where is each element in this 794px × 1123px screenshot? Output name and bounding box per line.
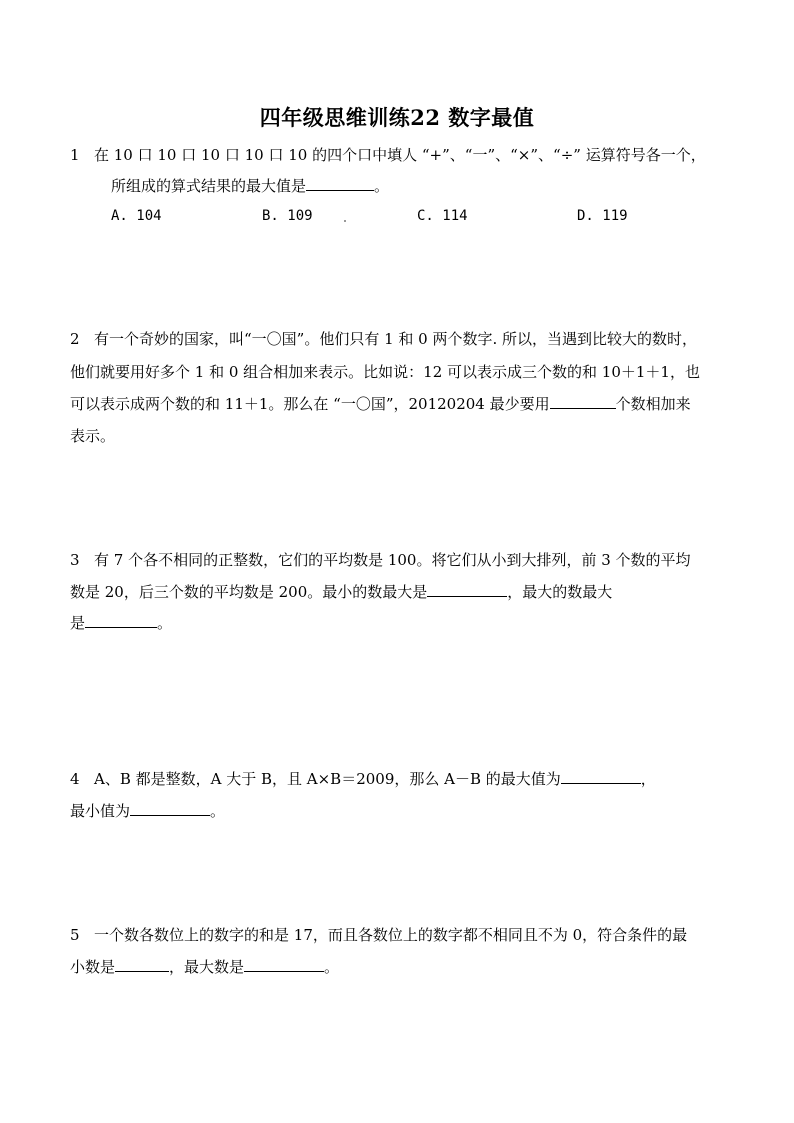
answer-blank[interactable] [306, 176, 374, 191]
question-text: ，最大的数最大 [507, 583, 613, 601]
question-text: 。 [157, 614, 173, 632]
answer-blank[interactable] [427, 582, 507, 597]
question-number: 5 [70, 926, 80, 944]
question-text: 他们就要用好多个 1 和 0 组合相加来表示。比如说：12 可以表示成三个数的和 10＋1＋1，也 [70, 363, 700, 381]
question-text: ， [640, 770, 656, 788]
question-text: 最小值为 [70, 802, 131, 820]
question-2-line-4 [70, 426, 115, 446]
option-c: C. 114 [417, 208, 468, 224]
question-text: 有 7 个各不相同的正整数，它们的平均数是 100。将它们从小到大排列，前 3 个数的平均 [94, 551, 691, 569]
answer-blank[interactable] [244, 957, 324, 972]
question-1-line-2 [111, 176, 389, 196]
question-number: 2 [70, 330, 80, 348]
question-text: 有一个奇妙的国家，叫“一〇国”。他们只有 1 和 0 两个数字. 所以，当遇到比较大的数时， [94, 330, 698, 348]
option-a: A. 104 [111, 208, 162, 224]
question-3-line-3 [70, 613, 172, 633]
question-text: 所组成的算式结果的最大值是 [111, 177, 307, 195]
question-number: 4 [70, 770, 80, 788]
answer-blank[interactable] [550, 394, 616, 409]
answer-blank[interactable] [85, 613, 157, 628]
question-text: 小数是 [70, 958, 116, 976]
question-text: ，最大数是 [169, 958, 245, 976]
option-d: D. 119 [577, 208, 628, 224]
question-5-line-2 [70, 957, 339, 977]
question-text: 一个数各数位上的数字的和是 17，而且各数位上的数字都不相同且不为 0，符合条件的最 [94, 926, 688, 944]
question-4-line-1 [70, 769, 656, 789]
question-4-line-2 [70, 801, 225, 821]
question-text: 可以表示成两个数的和 11＋1。那么在 “一〇国”，20120204 最少要用 [70, 395, 550, 413]
question-text: 。 [374, 177, 390, 195]
question-3-line-2 [70, 582, 612, 602]
question-text: 。 [324, 958, 340, 976]
question-text: 在 10 口 10 口 10 口 10 口 10 的四个口中填人 “+”、“一”、“×”、“÷” 运算符号各一个， [94, 146, 706, 164]
question-text: 。 [210, 802, 226, 820]
question-2-line-3 [70, 394, 691, 414]
question-5-line-1 [70, 925, 687, 945]
question-3-line-1 [70, 550, 691, 570]
question-number: 3 [70, 551, 80, 569]
answer-blank[interactable] [130, 801, 210, 816]
question-text: 数是 20，后三个数的平均数是 200。最小的数最大是 [70, 583, 428, 601]
question-2-line-2 [70, 362, 700, 382]
question-text: 表示。 [70, 427, 116, 445]
question-number: 1 [70, 146, 80, 164]
question-2-line-1 [70, 329, 697, 349]
stray-mark [344, 220, 346, 222]
option-b: B. 109 [262, 208, 313, 224]
question-1-line-1 [70, 145, 706, 165]
question-text: 是 [70, 614, 86, 632]
answer-blank[interactable] [115, 957, 169, 972]
question-text: 个数相加来 [615, 395, 691, 413]
question-text: A、B 都是整数，A 大于 B，且 A×B＝2009，那么 A－B 的最大值为 [94, 770, 561, 788]
page-title: 四年级思维训练22 数字最值 [259, 105, 535, 130]
answer-blank[interactable] [561, 769, 641, 784]
